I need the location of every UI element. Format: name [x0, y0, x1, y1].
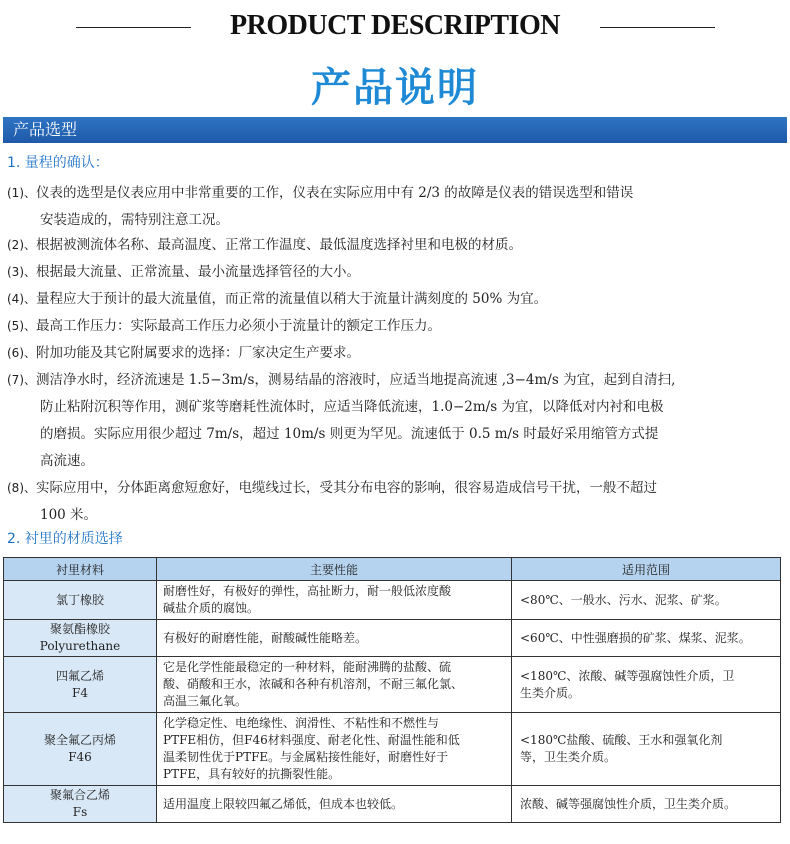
- material-cell-line: Polyurethane: [39, 639, 121, 653]
- page-header: [0, 0, 790, 110]
- range-cell-line: 等，卫生类介质。: [520, 750, 617, 764]
- material-cell-line: Fs: [72, 805, 88, 819]
- item-text: 仪表的选型是仪表应用中非常重要的工作，仪表在实际应用中有 2/3 的故障是仪表的错误选型和错误: [36, 185, 634, 201]
- range-cell-line: <60℃、中性强磨损的矿浆、煤浆、泥浆。: [520, 630, 751, 645]
- list-item: [7, 367, 785, 475]
- table-row: [4, 713, 781, 786]
- performance-cell-line: 有极好的耐磨性能，耐酸碱性能略差。: [163, 630, 368, 645]
- table-row: [4, 581, 781, 620]
- item-text: 根据最大流量、正常流量、最小流量选择管径的大小。: [36, 264, 360, 280]
- item-line: [7, 475, 785, 502]
- item-number: (3)、: [7, 265, 36, 279]
- table-row: [4, 657, 781, 713]
- header-range: 适用范围: [512, 558, 781, 581]
- performance-cell-line: PTFE，具有较好的抗撕裂性能。: [163, 767, 341, 781]
- item-number: (1)、: [7, 186, 36, 200]
- material-cell-line: F4: [72, 685, 88, 700]
- range-cell-line: <180℃、浓酸、碱等强腐蚀性介质，卫: [520, 668, 735, 683]
- performance-cell-line: 碱盐介质的腐蚀。: [163, 601, 260, 615]
- material-cell-line: 聚全氟乙丙烯: [43, 733, 116, 747]
- item-text: 测洁净水时，经济流速是 1.5−3m/s，测易结晶的溶液时，应适当地提高流速 ,3−4m/s 为宜，起到自清扫,: [36, 372, 676, 388]
- range-cell-line: <180℃盐酸、硫酸、王水和强氧化剂: [520, 733, 723, 747]
- lining-material-table: [3, 557, 781, 823]
- performance-cell-line: 温柔韧性优于PTFE。与金属粘接性能好，耐磨性好于: [163, 750, 449, 764]
- item-text: 最高工作压力：实际最高工作压力必须小于流量计的额定工作压力。: [36, 318, 441, 334]
- performance-cell-line: 它是化学性能最稳定的一种材料，能耐沸腾的盐酸、硫: [163, 660, 452, 674]
- range-cell: [512, 657, 781, 713]
- material-cell-line: 四氟乙烯: [55, 668, 104, 683]
- range-cell-line: 浓酸、碱等强腐蚀性介质，卫生类介质。: [520, 796, 737, 811]
- performance-cell: [157, 657, 512, 713]
- item-text: 量程应大于预计的最大流量值，而正常的流量值以稍大于流量计满刻度的 50% 为宜。: [36, 291, 548, 307]
- table-header-row: [4, 558, 781, 581]
- item-text: 根据被测流体名称、最高温度、正常工作温度、最低温度选择衬里和电极的材质。: [36, 237, 522, 253]
- list-item: [7, 180, 785, 234]
- range-cell-line: 生类介质。: [520, 685, 581, 700]
- list-item: [7, 340, 785, 367]
- item-line: [7, 367, 785, 394]
- header-performance: 主要性能: [157, 558, 512, 581]
- item-text: 实际应用中，分体距离愈短愈好，电缆线过长，受其分布电容的影响，很容易造成信号干扰，一般不超过: [36, 480, 657, 496]
- section-bar: 产品选型: [3, 117, 787, 143]
- item-number: (4)、: [7, 292, 36, 306]
- performance-cell-line: 化学稳定性、电绝缘性、润滑性、不粘性和不燃性与: [163, 716, 440, 730]
- performance-cell: [157, 786, 512, 823]
- material-cell-line: 聚氟合乙烯: [49, 788, 110, 802]
- performance-cell: [157, 713, 512, 786]
- material-cell: [4, 713, 157, 786]
- subsection-range-title: 1. 量程的确认：: [7, 155, 109, 171]
- item-number: (8)、: [7, 481, 36, 495]
- list-item: [7, 313, 785, 340]
- material-cell: [4, 657, 157, 713]
- material-cell: [4, 620, 157, 657]
- item-number: (6)、: [7, 346, 36, 360]
- english-title: PRODUCT DESCRIPTION: [230, 10, 560, 41]
- list-item: [7, 475, 785, 529]
- list-item: [7, 232, 785, 259]
- performance-cell: [157, 581, 512, 620]
- range-cell: [512, 786, 781, 823]
- performance-cell-line: 高温三氟化氧。: [163, 694, 248, 708]
- material-cell: [4, 581, 157, 620]
- table-row: [4, 786, 781, 823]
- item-continuation: 防止粘附沉积等作用，测矿浆等磨耗性流体时，应适当降低流速，1.0−2m/s 为宜，以降低对内衬和电极: [40, 399, 664, 415]
- performance-cell-line: 酸、硝酸和王水，浓碱和各种有机溶剂，不耐三氟化氯、: [163, 677, 464, 691]
- subsection-lining-title: 2. 衬里的材质选择: [7, 531, 123, 547]
- item-continuation: 高流速。: [40, 453, 94, 469]
- performance-cell-line: PTFE相仿，但F46材料强度、耐老化性、耐温性能和低: [163, 733, 460, 747]
- material-cell-line: 聚氨酯橡胶: [49, 622, 110, 636]
- item-continuation: 的磨损。实际应用很少超过 7m/s，超过 10m/s 则更为罕见。流速低于 0.5 m/s 时最好采用缩管方式提: [40, 426, 659, 442]
- header-material: 衬里材料: [4, 558, 157, 581]
- item-line: [7, 313, 785, 340]
- item-number: (2)、: [7, 238, 36, 252]
- item-continuation: 安装造成的，需特别注意工况。: [40, 212, 229, 228]
- material-cell-line: 氯丁橡胶: [55, 592, 104, 607]
- performance-cell-line: 耐磨性好，有极好的弹性，高扯断力，耐一般低浓度酸: [163, 584, 452, 598]
- item-continuation: 100 米。: [40, 507, 98, 523]
- item-number: (7)、: [7, 373, 36, 387]
- list-item: [7, 286, 785, 313]
- item-text: 附加功能及其它附属要求的选择：厂家决定生产要求。: [36, 345, 360, 361]
- item-line: [7, 340, 785, 367]
- material-cell-line: F46: [68, 750, 92, 764]
- range-cell: [512, 713, 781, 786]
- item-line: [7, 259, 785, 286]
- item-number: (5)、: [7, 319, 36, 333]
- item-line: [7, 180, 785, 207]
- item-line: [7, 232, 785, 259]
- performance-cell: [157, 620, 512, 657]
- item-line: [7, 286, 785, 313]
- list-item: [7, 259, 785, 286]
- range-cell: [512, 620, 781, 657]
- material-cell: [4, 786, 157, 823]
- range-cell-line: <80℃、一般水、污水、泥浆、矿浆。: [520, 592, 727, 607]
- chinese-title: 产品说明: [311, 65, 479, 111]
- performance-cell-line: 适用温度上限较四氟乙烯低，但成本也较低。: [163, 796, 404, 811]
- range-cell: [512, 581, 781, 620]
- table-row: [4, 620, 781, 657]
